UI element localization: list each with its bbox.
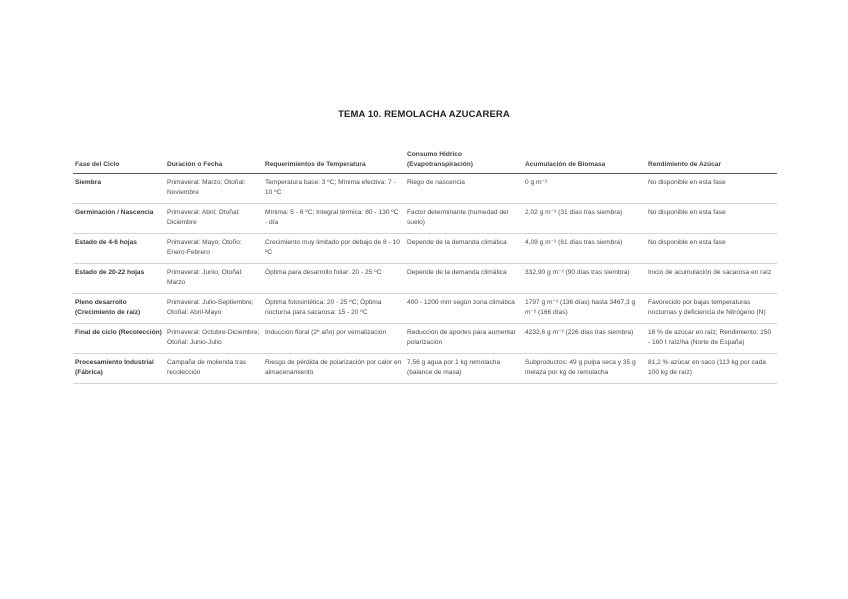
cell-water: Factor determinante (humedad del suelo) (405, 204, 523, 234)
document-title: TEMA 10. REMOLACHA AZUCARERA (338, 109, 510, 120)
column-header-temperature: Requerimientos de Temperatura (263, 150, 405, 174)
cell-sugar: 16 % de azúcar en raíz; Rendimiento: 150 - 160 t raíz/ha (Norte de España) (646, 324, 777, 354)
cell-stage: Final de ciclo (Recolección) (73, 324, 165, 354)
cell-duration: Primaveral: Octubre-Diciembre; Otoñal: Junio-Julio (165, 324, 263, 354)
cell-duration: Primaveral: Junio; Otoñal: Marzo (165, 264, 263, 294)
table-row (73, 264, 777, 294)
cell-duration: Primaveral: Mayo; Otoño: Enero-Febrero (165, 234, 263, 264)
cell-stage: Estado de 4-6 hojas (73, 234, 165, 264)
table-row (73, 204, 777, 234)
cell-duration: Campaña de molienda tras recolección (165, 354, 263, 384)
cell-sugar: 81,2 % azúcar en saco (113 kg por cada 100 kg de raíz) (646, 354, 777, 384)
cell-sugar: Favorecido por bajas temperaturas nocturnas y deficiencia de Nitrógeno (N) (646, 294, 777, 324)
column-header-stage: Fase del Ciclo (73, 150, 165, 174)
table-row (73, 234, 777, 264)
cell-water: Depende de la demanda climática (405, 234, 523, 264)
table-row (73, 354, 777, 384)
cell-stage: Pleno desarrollo (Crecimiento de raíz) (73, 294, 165, 324)
table-header-row (73, 150, 777, 174)
cell-stage: Siembra (73, 174, 165, 204)
cell-temperature: Riesgo de pérdida de polarización por calor en almacenamiento (263, 354, 405, 384)
cell-water: Riego de nascencia (405, 174, 523, 204)
cell-biomass: 0 g m⁻² (523, 174, 646, 204)
cell-water: 400 - 1200 mm según zona climática (405, 294, 523, 324)
cell-stage: Estado de 20-22 hojas (73, 264, 165, 294)
table-row (73, 294, 777, 324)
cell-sugar: No disponible en esta fase (646, 204, 777, 234)
cell-temperature: Inducción floral (2º año) por vernalización (263, 324, 405, 354)
cell-temperature: Óptima para desarrollo foliar: 20 - 25 ºC (263, 264, 405, 294)
cell-water: Depende de la demanda climática (405, 264, 523, 294)
cell-temperature: Crecimiento muy limitado por debajo de 8 - 10 ºC (263, 234, 405, 264)
cell-temperature: Óptima fotosintética: 20 - 25 ºC; Óptima nocturna para sacarosa: 15 - 20 ºC (263, 294, 405, 324)
cell-duration: Primaveral: Abril; Otoñal: Diciembre (165, 204, 263, 234)
cell-stage: Procesamiento Industrial (Fábrica) (73, 354, 165, 384)
cell-water: 7,56 g agua por 1 kg remolacha (balance de masa) (405, 354, 523, 384)
cell-biomass: 2,02 g m⁻² (31 días tras siembra) (523, 204, 646, 234)
cell-biomass: 332,90 g m⁻² (90 días tras siembra) (523, 264, 646, 294)
cell-water: Reducción de aportes para aumentar polarización (405, 324, 523, 354)
cell-duration: Primaveral: Julio-Septiembre; Otoñal: Abril-Mayo (165, 294, 263, 324)
crop-cycle-table (73, 150, 777, 384)
cell-sugar: No disponible en esta fase (646, 234, 777, 264)
cell-biomass: 1797 g m⁻² (136 días) hasta 3467,3 g m⁻² (166 días) (523, 294, 646, 324)
cell-sugar: No disponible en esta fase (646, 174, 777, 204)
cell-stage: Germinación / Nascencia (73, 204, 165, 234)
cell-biomass: Subproductos: 49 g pulpa seca y 35 g melaza por kg de remolacha (523, 354, 646, 384)
cell-biomass: 4232,6 g m⁻² (226 días tras siembra) (523, 324, 646, 354)
cell-duration: Primaveral: Marzo; Otoñal: Noviembre (165, 174, 263, 204)
cell-biomass: 4,09 g m⁻² (61 días tras siembra) (523, 234, 646, 264)
cell-sugar: Inicio de acumulación de sacarosa en raíz (646, 264, 777, 294)
cell-temperature: Temperatura base: 3 ºC; Mínima efectiva: 7 - 10 ºC (263, 174, 405, 204)
column-header-water: Consumo Hídrico (Evapotranspiración) (405, 150, 523, 174)
cell-temperature: Mínima: 5 - 6 ºC; Integral térmica: 80 - 130 ºC - día (263, 204, 405, 234)
table-row (73, 174, 777, 204)
column-header-duration: Duración o Fecha (165, 150, 263, 174)
table-row (73, 324, 777, 354)
column-header-sugar: Rendimiento de Azúcar (646, 150, 777, 174)
column-header-biomass: Acumulación de Biomasa (523, 150, 646, 174)
